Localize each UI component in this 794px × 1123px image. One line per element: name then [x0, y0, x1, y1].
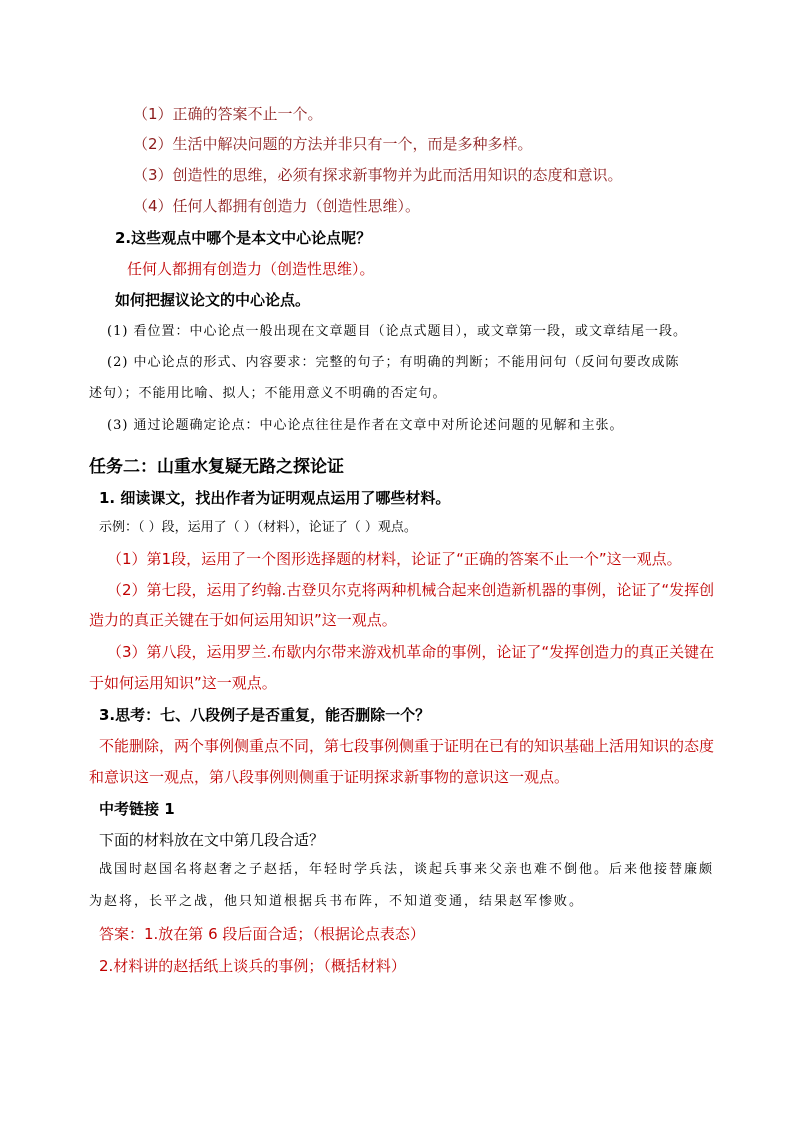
exam-link-material-line-1: 战国时赵国名将赵奢之子赵括，年轻时学兵法，谈起兵事来父亲也难不倒他。后来他接替廉颇	[99, 862, 715, 877]
exam-link-answer-1: 答案：1.放在第 6 段后面合适；（根据论点表态）	[99, 925, 425, 943]
question-2: 2.这些观点中哪个是本文中心论点呢？	[115, 229, 372, 247]
task-2-answer-2-line-2: 造力的真正关键在于如何运用知识”这一观点。	[89, 611, 397, 629]
task-2-answer-1: （1）第1段，运用了一个图形选择题的材料，论证了“正确的答案不止一个”这一观点。	[107, 550, 682, 568]
viewpoint-4: （4）任何人都拥有创造力（创造性思维）。	[133, 197, 421, 215]
grasp-point-1: (1) 看位置：中心论点一般出现在文章题目（论点式题目），或文章第一段，或文章结尾一段。	[107, 324, 688, 339]
question-2-answer: 任何人都拥有创造力（创造性思维）。	[127, 260, 375, 278]
task-2-question-3-answer-line-2: 和意识这一观点，第八段事例则侧重于证明探求新事物的意识这一观点。	[89, 768, 570, 786]
task-2-answer-2-line-1: （2）第七段，运用了约翰.古登贝尔克将两种机械合起来创造新机器的事例，论证了“发挥创	[107, 581, 715, 599]
task-2-answer-3-line-2: 于如何运用知识”这一观点。	[89, 674, 277, 692]
task-2-heading: 任务二：山重水复疑无路之探论证	[89, 457, 344, 477]
grasp-point-3: (3) 通过论题确定论点：中心论点往往是作者在文章中对所论述问题的见解和主张。	[107, 418, 624, 433]
viewpoint-2: （2）生活中解决问题的方法并非只有一个，而是多种多样。	[133, 135, 533, 153]
task-2-example: 示例：（ ）段，运用了（ ）（材料），论证了（ ）观点。	[99, 520, 417, 535]
grasp-title: 如何把握议论文的中心论点。	[115, 291, 311, 309]
exam-link-answer-2: 2.材料讲的赵括纸上谈兵的事例；（概括材料）	[99, 957, 406, 975]
task-2-question-1: 1. 细读课文，找出作者为证明观点运用了哪些材料。	[99, 489, 451, 507]
viewpoint-1: （1）正确的答案不止一个。	[133, 105, 323, 123]
exam-link-material-line-2: 为赵将，长平之战，他只知道根据兵书布阵，不知道变通，结果赵军惨败。	[89, 894, 585, 909]
task-2-answer-3-line-1: （3）第八段，运用罗兰.布歇内尔带来游戏机革命的事例，论证了“发挥创造力的真正关键在	[107, 643, 715, 661]
exam-link-title: 中考链接 1	[99, 800, 175, 818]
task-2-question-3: 3.思考：七、八段例子是否重复，能否删除一个？	[99, 706, 431, 724]
exam-link-question: 下面的材料放在文中第几段合适？	[99, 831, 325, 849]
grasp-point-2-line-1: (2) 中心论点的形式、内容要求：完整的句子；有明确的判断；不能用问句（反问句要改成陈	[107, 355, 680, 370]
viewpoint-3: （3）创造性的思维，必须有探求新事物并为此而活用知识的态度和意识。	[133, 166, 623, 184]
grasp-point-2-line-2: 述句）；不能用比喻、拟人；不能用意义不明确的否定句。	[89, 386, 447, 401]
task-2-question-3-answer-line-1: 不能删除，两个事例侧重点不同，第七段事例侧重于证明在已有的知识基础上活用知识的态度	[99, 737, 715, 755]
